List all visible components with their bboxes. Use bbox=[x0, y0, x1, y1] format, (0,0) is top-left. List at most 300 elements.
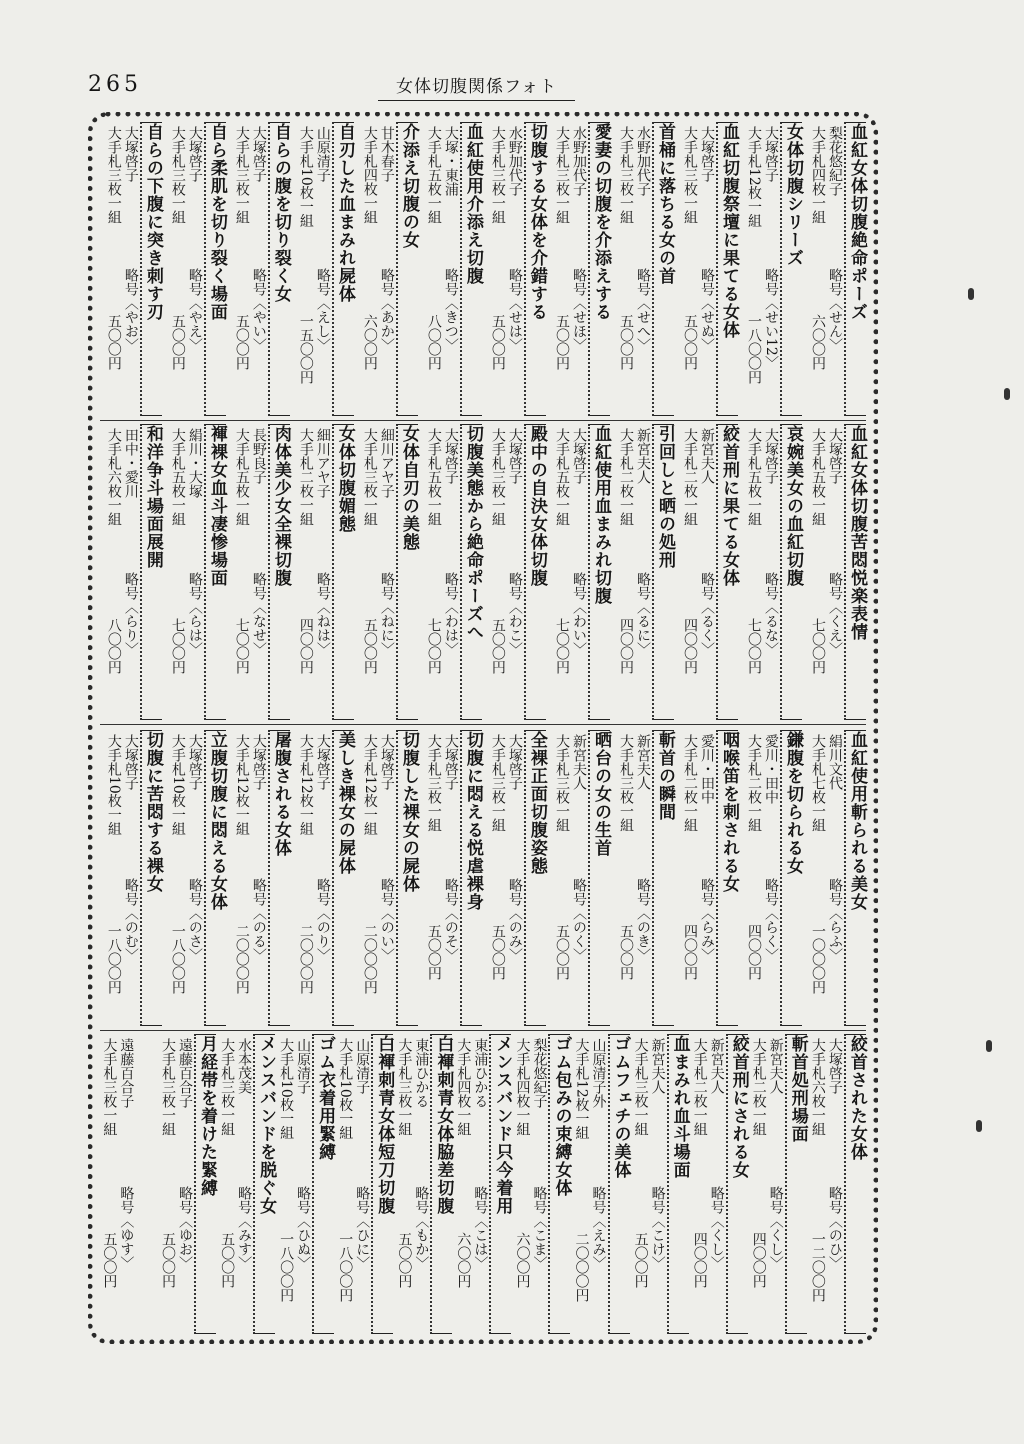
scan-mark bbox=[976, 1120, 982, 1132]
entry-format: 大手札四枚一組 bbox=[810, 126, 826, 224]
entry-code: 略号〈きつ〉 bbox=[442, 268, 459, 352]
entry-code: 略号〈のき〉 bbox=[634, 878, 651, 962]
entry-format: 大手札12枚一組 bbox=[233, 734, 250, 836]
entry-model: 新宮夫人 bbox=[634, 428, 651, 484]
entry-price: 一二〇〇円 bbox=[809, 1232, 826, 1302]
entry-code: 略号〈わこ〉 bbox=[506, 572, 523, 656]
entry-title: 斬首の瞬間 bbox=[654, 731, 675, 821]
entry-price: 五〇〇円 bbox=[617, 314, 634, 370]
entry-code: 略号〈せほ〉 bbox=[570, 268, 587, 352]
entry-code: 略号〈あか〉 bbox=[378, 268, 395, 352]
scan-mark bbox=[986, 1040, 992, 1052]
entry-model: 山原清子外 bbox=[590, 1038, 607, 1108]
entry-price: 七〇〇円 bbox=[810, 618, 826, 674]
entry-title: 斬首処刑場面 bbox=[787, 1035, 808, 1143]
entry-code: 略号〈えみ〉 bbox=[590, 1186, 607, 1270]
entry-model: 大塚啓子 bbox=[122, 734, 139, 790]
entry-format: 大手札三枚一組 bbox=[169, 126, 186, 224]
catalog-entry bbox=[676, 730, 738, 1026]
entry-model: 水野加代子 bbox=[570, 126, 587, 196]
entry-code: 略号〈もか〉 bbox=[413, 1186, 430, 1270]
entry-title: 哀婉美女の血紅切腹 bbox=[782, 425, 803, 587]
catalog-entry bbox=[612, 730, 674, 1026]
catalog-entry bbox=[548, 424, 610, 720]
entry-format: 大手札10枚一組 bbox=[169, 734, 186, 836]
entry-model: 絹川・大塚 bbox=[186, 428, 203, 498]
entry-price: 五〇〇円 bbox=[105, 314, 122, 370]
catalog-entry bbox=[277, 1034, 334, 1334]
entry-code: 略号〈ねは〉 bbox=[314, 572, 331, 656]
catalog-entry bbox=[514, 1034, 571, 1334]
entry-model: 新宮夫人 bbox=[570, 734, 587, 790]
catalog-entry bbox=[228, 122, 290, 416]
entry-price: 七〇〇円 bbox=[425, 618, 442, 674]
section-divider bbox=[100, 1030, 866, 1031]
entry-code: 略号〈らふ〉 bbox=[827, 878, 843, 962]
catalog-entry bbox=[632, 1034, 689, 1334]
entry-title: 女体切腹媚態 bbox=[334, 425, 355, 533]
entry-title: 絞首された女体 bbox=[846, 1035, 867, 1161]
entry-model: 水野加代子 bbox=[506, 126, 523, 196]
entry-code: 略号〈せん〉 bbox=[827, 268, 843, 352]
entry-model: 山原清子 bbox=[354, 1038, 371, 1094]
entry-title: 自らの下腹に突き刺す刃 bbox=[142, 123, 163, 321]
entry-code: 略号〈のる〉 bbox=[250, 878, 267, 962]
entry-model: 遠藤百合子 bbox=[177, 1038, 193, 1108]
entry-format: 大手札三枚一組 bbox=[553, 734, 570, 832]
entry-title: メンスバンドを脱ぐ女 bbox=[256, 1035, 277, 1215]
entry-format: 大手札三枚一組 bbox=[396, 1038, 413, 1136]
entry-price: 五〇〇円 bbox=[361, 618, 378, 674]
entry-format: 大手札10枚一組 bbox=[105, 734, 122, 836]
entry-format: 大手札二枚一組 bbox=[750, 1038, 767, 1136]
entry-code: 略号〈こは〉 bbox=[472, 1186, 489, 1270]
catalog-entry bbox=[804, 122, 866, 416]
entry-title: ゴム衣着用緊縛 bbox=[315, 1035, 336, 1161]
entry-model: 大塚啓子 bbox=[250, 734, 267, 790]
catalog-entry bbox=[484, 730, 546, 1026]
entry-title: 血紅使用介添え切腹 bbox=[462, 123, 483, 285]
entry-format: 大手札五枚一組 bbox=[169, 428, 186, 526]
catalog-entry bbox=[356, 424, 418, 720]
entry-model: 大塚啓子 bbox=[827, 428, 843, 484]
entry-format: 大手札12枚一組 bbox=[297, 734, 314, 836]
entry-price: 七〇〇円 bbox=[233, 618, 250, 674]
entry-title: 肉体美少女全裸切腹 bbox=[270, 425, 291, 587]
entry-title: 切腹した裸女の屍体 bbox=[398, 731, 419, 893]
entry-model: 水本茂美 bbox=[236, 1038, 253, 1094]
entry-model: 新宮夫人 bbox=[698, 428, 715, 484]
catalog-entry bbox=[420, 730, 482, 1026]
entry-format: 大手札六枚一組 bbox=[105, 428, 122, 526]
entry-price: 五〇〇円 bbox=[169, 314, 186, 370]
entry-format: 大手札五枚一組 bbox=[810, 428, 826, 526]
entry-code: 略号〈ひぬ〉 bbox=[295, 1186, 312, 1270]
catalog-entry bbox=[804, 424, 866, 720]
entry-model: 大塚啓子 bbox=[442, 428, 459, 484]
entry-code: 略号〈のさ〉 bbox=[186, 878, 203, 962]
catalog-entry bbox=[100, 730, 162, 1026]
entry-format: 大手札五枚一組 bbox=[553, 428, 570, 526]
entry-code: 略号〈らく〉 bbox=[762, 878, 779, 962]
entry-format: 大手札12枚一組 bbox=[573, 1038, 590, 1140]
catalog-entry bbox=[548, 730, 610, 1026]
entry-format: 大手札七枚一組 bbox=[810, 734, 826, 832]
entry-price: 四〇〇円 bbox=[750, 1232, 767, 1288]
entry-format: 大手札三枚一組 bbox=[160, 1038, 176, 1136]
catalog-entry bbox=[740, 730, 802, 1026]
entry-model: 大塚啓子 bbox=[250, 126, 267, 182]
catalog-entry bbox=[750, 1034, 807, 1334]
entry-title: 絞首刑にされる女 bbox=[728, 1035, 749, 1179]
entry-title: ゴム包みの束縛女体 bbox=[551, 1035, 572, 1197]
entry-model: 大塚啓子 bbox=[506, 734, 523, 790]
entry-price: 五〇〇円 bbox=[553, 314, 570, 370]
entry-model: 遠藤百合子 bbox=[118, 1038, 135, 1108]
catalog-entry bbox=[292, 122, 354, 416]
entry-title: 愛妻の切腹を介添えする bbox=[590, 123, 611, 321]
entry-code: 略号〈せぬ〉 bbox=[698, 268, 715, 352]
catalog-entry bbox=[100, 424, 162, 720]
catalog-entry bbox=[484, 122, 546, 416]
entry-price: 五〇〇円 bbox=[489, 618, 506, 674]
entry-title: 屠腹される女体 bbox=[270, 731, 291, 857]
entry-model: 水野加代子 bbox=[634, 126, 651, 196]
entry-title: 鎌腹を切られる女 bbox=[782, 731, 803, 875]
entry-format: 大手札三枚一組 bbox=[425, 734, 442, 832]
entry-title: 切腹する女体を介錯する bbox=[526, 123, 547, 321]
section-divider bbox=[100, 420, 866, 421]
entry-price: 一〇〇〇円 bbox=[810, 924, 826, 994]
entry-price: 七〇〇円 bbox=[745, 618, 762, 674]
entry-format: 大手札三枚一組 bbox=[489, 428, 506, 526]
entry-model: 細川アヤ子 bbox=[378, 428, 395, 498]
catalog-entry bbox=[336, 1034, 393, 1334]
entry-price: 四〇〇円 bbox=[681, 924, 698, 980]
catalog-entry bbox=[420, 424, 482, 720]
entry-price: 四〇〇円 bbox=[691, 1232, 708, 1288]
entry-model: 新宮夫人 bbox=[708, 1038, 725, 1094]
entry-title: 血紅使用血まみれ切腹 bbox=[590, 425, 611, 605]
entry-code: 略号〈ひに〉 bbox=[354, 1186, 371, 1270]
entry-format: 大手札12枚一組 bbox=[361, 734, 378, 836]
entry-format: 大手札12枚一組 bbox=[745, 126, 762, 228]
entry-code: 略号〈らは〉 bbox=[186, 572, 203, 656]
entry-price: 二〇〇〇円 bbox=[297, 924, 314, 994]
entry-title: 全裸正面切腹姿態 bbox=[526, 731, 547, 875]
entry-model: 大塚啓子 bbox=[506, 428, 523, 484]
entry-price: 四〇〇円 bbox=[745, 924, 762, 980]
entry-price: 五〇〇円 bbox=[101, 1232, 118, 1288]
entry-format: 大手札二枚一組 bbox=[297, 428, 314, 526]
entry-model: 愛川・田中 bbox=[762, 734, 779, 804]
entry-title: 立腹切腹に悶える女体 bbox=[206, 731, 227, 911]
entry-price: 四〇〇円 bbox=[681, 618, 698, 674]
entry-format: 大手札三枚一組 bbox=[233, 126, 250, 224]
entry-code: 略号〈るく〉 bbox=[698, 572, 715, 656]
catalog-entry bbox=[395, 1034, 452, 1334]
entry-format: 大手札三枚一組 bbox=[489, 734, 506, 832]
entry-format: 大手札10枚一組 bbox=[337, 1038, 354, 1140]
entry-format: 大手札三枚一組 bbox=[632, 1038, 649, 1136]
entry-code: 略号〈らみ〉 bbox=[698, 878, 715, 962]
entry-code: 略号〈のい〉 bbox=[378, 878, 395, 962]
catalog-entry bbox=[548, 122, 610, 416]
entry-format: 大手札四枚一組 bbox=[514, 1038, 531, 1136]
catalog-entry bbox=[454, 1034, 511, 1334]
entry-price: 二〇〇〇円 bbox=[233, 924, 250, 994]
entry-price: 五〇〇円 bbox=[489, 924, 506, 980]
entry-code: 略号〈みす〉 bbox=[236, 1186, 253, 1270]
entry-format: 大手札五枚一組 bbox=[233, 428, 250, 526]
entry-model: 東浦ひかる bbox=[472, 1038, 489, 1108]
entry-price: 八〇〇円 bbox=[425, 314, 442, 370]
entry-code: 略号〈らり〉 bbox=[122, 572, 139, 656]
entry-price: 一八〇〇円 bbox=[169, 924, 186, 994]
entry-code: 略号〈のく〉 bbox=[570, 878, 587, 962]
entry-title: 殿中の自決女体切腹 bbox=[526, 425, 547, 587]
catalog-entry bbox=[809, 1034, 866, 1334]
catalog-entry bbox=[573, 1034, 630, 1334]
entry-title: 介添え切腹の女 bbox=[398, 123, 419, 249]
entry-title: 女体自刃の美態 bbox=[398, 425, 419, 551]
entry-title: 首桶に落ちる女の首 bbox=[654, 123, 675, 285]
catalog-entry bbox=[218, 1034, 275, 1334]
page-header: 女体切腹関係フォト bbox=[378, 72, 575, 101]
entry-code: 略号〈やお〉 bbox=[122, 268, 139, 352]
catalog-entry bbox=[228, 730, 290, 1026]
catalog-entry bbox=[691, 1034, 748, 1334]
catalog-entry bbox=[164, 730, 226, 1026]
entry-code: 略号〈のひ〉 bbox=[826, 1186, 843, 1270]
entry-format: 大手札二枚一組 bbox=[617, 428, 634, 526]
entry-title: 白褌刺青女体短刀切腹 bbox=[374, 1035, 395, 1215]
entry-price: 六〇〇円 bbox=[361, 314, 378, 370]
entry-code: 略号〈くし〉 bbox=[767, 1186, 784, 1270]
entry-title: 血紅使用斬られる美女 bbox=[847, 731, 867, 911]
entry-code: 略号〈せい12〉 bbox=[762, 268, 779, 370]
entry-model: 大塚啓子 bbox=[762, 428, 779, 484]
entry-title: 自らの腹を切り裂く女 bbox=[270, 123, 291, 303]
entry-title: 月経帯を着けた緊縛 bbox=[197, 1035, 217, 1197]
entry-title: 和洋争斗場面展開 bbox=[142, 425, 163, 569]
entry-title: 美しき裸女の屍体 bbox=[334, 731, 355, 875]
catalog-section bbox=[100, 730, 866, 1026]
entry-title: 血紅女体切腹絶命ポーズ bbox=[847, 123, 867, 321]
entry-format: 大手札二枚一組 bbox=[745, 734, 762, 832]
scan-mark bbox=[968, 288, 974, 300]
entry-format: 大手札三枚一組 bbox=[219, 1038, 236, 1136]
entry-price: 六〇〇円 bbox=[455, 1232, 472, 1288]
catalog-entry bbox=[420, 122, 482, 416]
entry-model: 梨花悠紀子 bbox=[827, 126, 843, 196]
entry-format: 大手札二枚一組 bbox=[691, 1038, 708, 1136]
entry-code: 略号〈わは〉 bbox=[442, 572, 459, 656]
entry-title: 自ら柔肌を切り裂く場面 bbox=[206, 123, 227, 321]
entry-model: 愛川・田中 bbox=[698, 734, 715, 804]
entry-title: 血紅切腹祭壇に果てる女体 bbox=[718, 123, 739, 339]
entry-format: 大手札三枚一組 bbox=[361, 428, 378, 526]
entry-code: 略号〈せは〉 bbox=[506, 268, 523, 352]
entry-model: 大塚・東浦 bbox=[442, 126, 459, 196]
entry-format: 大手札三枚一組 bbox=[681, 126, 698, 224]
entry-price: 五〇〇円 bbox=[160, 1232, 176, 1288]
entry-code: 略号〈ゆす〉 bbox=[118, 1186, 135, 1270]
entry-code: 略号〈やい〉 bbox=[250, 268, 267, 352]
entry-model: 東浦ひかる bbox=[413, 1038, 430, 1108]
entry-format: 大手札四枚一組 bbox=[361, 126, 378, 224]
entry-code: 略号〈くえ〉 bbox=[827, 572, 843, 656]
entry-price: 一五〇〇円 bbox=[297, 314, 314, 384]
entry-price: 一八〇〇円 bbox=[278, 1232, 295, 1302]
entry-price: 二〇〇〇円 bbox=[573, 1232, 590, 1302]
entry-model: 大塚啓子 bbox=[762, 126, 779, 182]
entry-title: 血紅女体切腹苦悶悦楽表情 bbox=[847, 425, 867, 641]
entry-format: 大手札四枚一組 bbox=[455, 1038, 472, 1136]
entry-title: 絞首刑に果てる女体 bbox=[718, 425, 739, 587]
entry-format: 大手札五枚一組 bbox=[425, 126, 442, 224]
entry-format: 大手札10枚一組 bbox=[297, 126, 314, 228]
entry-price: 七〇〇円 bbox=[553, 618, 570, 674]
catalog-entry bbox=[356, 730, 418, 1026]
entry-format: 大手札二枚一組 bbox=[681, 734, 698, 832]
entry-model: 大塚啓子 bbox=[122, 126, 139, 182]
scan-mark bbox=[1004, 388, 1010, 400]
entry-format: 大手札三枚一組 bbox=[105, 126, 122, 224]
entry-model: 長野良子 bbox=[250, 428, 267, 484]
entry-price: 四〇〇円 bbox=[297, 618, 314, 674]
entry-code: 略号〈こま〉 bbox=[531, 1186, 548, 1270]
entry-format: 大手札六枚一組 bbox=[809, 1038, 826, 1136]
section-divider bbox=[100, 724, 866, 725]
catalog-entry bbox=[164, 424, 226, 720]
catalog-entry bbox=[612, 122, 674, 416]
entry-code: 略号〈えし〉 bbox=[314, 268, 331, 352]
catalog-entry bbox=[228, 424, 290, 720]
catalog-entry bbox=[356, 122, 418, 416]
entry-format: 大手札三枚一組 bbox=[553, 126, 570, 224]
entry-model: 大塚啓子 bbox=[442, 734, 459, 790]
entry-code: 略号〈なせ〉 bbox=[250, 572, 267, 656]
entry-code: 略号〈ねに〉 bbox=[378, 572, 395, 656]
entry-model: 大塚啓子 bbox=[186, 734, 203, 790]
entry-title: 晒台の女の生首 bbox=[590, 731, 611, 857]
entry-format: 大手札三枚一組 bbox=[489, 126, 506, 224]
catalog-entry bbox=[100, 1034, 157, 1334]
entry-model: 新宮夫人 bbox=[649, 1038, 666, 1094]
entry-code: 略号〈るに〉 bbox=[634, 572, 651, 656]
catalog-section bbox=[100, 122, 866, 416]
entry-format: 大手札三枚一組 bbox=[617, 126, 634, 224]
entry-price: 七〇〇円 bbox=[169, 618, 186, 674]
catalog-section bbox=[100, 424, 866, 720]
catalog-entry bbox=[159, 1034, 216, 1334]
entry-model: 甘木春子 bbox=[378, 126, 395, 182]
entry-code: 略号〈のみ〉 bbox=[506, 878, 523, 962]
entry-price: 五〇〇円 bbox=[233, 314, 250, 370]
entry-format: 大手札10枚一組 bbox=[278, 1038, 295, 1140]
entry-model: 大塚啓子 bbox=[186, 126, 203, 182]
entry-price: 五〇〇円 bbox=[425, 924, 442, 980]
entry-format: 大手札三枚一組 bbox=[101, 1038, 118, 1136]
entry-model: 山原清子 bbox=[295, 1038, 312, 1094]
entry-price: 五〇〇円 bbox=[681, 314, 698, 370]
entry-price: 六〇〇円 bbox=[514, 1232, 531, 1288]
entry-model: 大塚啓子 bbox=[570, 428, 587, 484]
catalog-entry bbox=[484, 424, 546, 720]
entry-format: 大手札五枚一組 bbox=[745, 428, 762, 526]
entry-title: 切腹美態から絶命ポーズへ bbox=[462, 425, 483, 641]
entry-model: 大塚啓子 bbox=[314, 734, 331, 790]
entry-code: 略号〈のむ〉 bbox=[122, 878, 139, 962]
entry-code: 略号〈せへ〉 bbox=[634, 268, 651, 352]
entry-model: 大塚啓子 bbox=[698, 126, 715, 182]
entry-model: 大塚啓子 bbox=[378, 734, 395, 790]
catalog-entry bbox=[676, 122, 738, 416]
entry-title: 自刃した血まみれ屍体 bbox=[334, 123, 355, 303]
entry-format: 大手札二枚一組 bbox=[681, 428, 698, 526]
entry-code: 略号〈わい〉 bbox=[570, 572, 587, 656]
entry-title: 引回しと晒の処刑 bbox=[654, 425, 675, 569]
entry-title: ゴムフェチの美体 bbox=[610, 1035, 631, 1179]
entry-price: 五〇〇円 bbox=[617, 924, 634, 980]
catalog-entry bbox=[100, 122, 162, 416]
entry-title: 女体切腹シリーズ bbox=[782, 123, 803, 267]
entry-title: 血まみれ血斗場面 bbox=[669, 1035, 690, 1179]
entry-model: 山原清子 bbox=[314, 126, 331, 182]
catalog-section bbox=[100, 1034, 866, 1334]
entry-price: 五〇〇円 bbox=[219, 1232, 236, 1288]
entry-model: 田中・愛川 bbox=[122, 428, 139, 498]
catalog-entry bbox=[612, 424, 674, 720]
entry-title: 切腹に悶える悦虐裸身 bbox=[462, 731, 483, 911]
entry-price: 五〇〇円 bbox=[396, 1232, 413, 1288]
catalog-entry bbox=[292, 730, 354, 1026]
entry-price: 六〇〇円 bbox=[810, 314, 826, 370]
entry-model: 細川アヤ子 bbox=[314, 428, 331, 498]
catalog-entry bbox=[740, 122, 802, 416]
entry-price: 一八〇〇円 bbox=[337, 1232, 354, 1302]
entry-title: 切腹に苦悶する裸女 bbox=[142, 731, 163, 893]
page-number: 265 bbox=[88, 72, 142, 97]
entry-price: 五〇〇円 bbox=[489, 314, 506, 370]
entry-title: 咽喉笛を刺される女 bbox=[718, 731, 739, 893]
entry-title: 白褌刺青女体脇差切腹 bbox=[433, 1035, 454, 1215]
entry-model: 梨花悠紀子 bbox=[531, 1038, 548, 1108]
catalog-entry bbox=[292, 424, 354, 720]
entry-code: 略号〈るな〉 bbox=[762, 572, 779, 656]
entry-price: 五〇〇円 bbox=[632, 1232, 649, 1288]
catalog-entry bbox=[676, 424, 738, 720]
entry-model: 絹川文代 bbox=[827, 734, 843, 790]
entry-title: メンスバンド只今着用 bbox=[492, 1035, 513, 1215]
catalog-entry bbox=[164, 122, 226, 416]
catalog-entry bbox=[804, 730, 866, 1026]
entry-model: 新宮夫人 bbox=[634, 734, 651, 790]
entry-code: 略号〈こけ〉 bbox=[649, 1186, 666, 1270]
entry-price: 一八〇〇円 bbox=[105, 924, 122, 994]
entry-title: 褌裸女血斗凄惨場面 bbox=[206, 425, 227, 587]
entry-price: 八〇〇円 bbox=[105, 618, 122, 674]
entry-model: 大塚啓子 bbox=[826, 1038, 843, 1094]
entry-code: 略号〈ゆお〉 bbox=[177, 1186, 193, 1270]
entry-code: 略号〈のそ〉 bbox=[442, 878, 459, 962]
entry-code: 略号〈くし〉 bbox=[708, 1186, 725, 1270]
entry-format: 大手札五枚一組 bbox=[425, 428, 442, 526]
entry-price: 五〇〇円 bbox=[553, 924, 570, 980]
entry-code: 略号〈やえ〉 bbox=[186, 268, 203, 352]
entry-price: 四〇〇円 bbox=[617, 618, 634, 674]
